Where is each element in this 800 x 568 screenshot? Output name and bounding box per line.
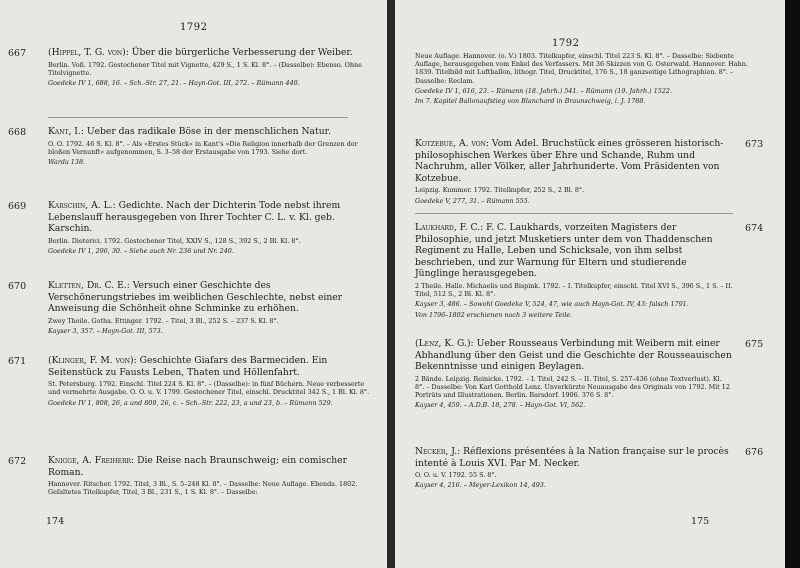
entry-references: Kayser 4, 216. – Meyer-Lexikon 14, 493. <box>415 481 546 490</box>
entry-imprint: O. O. 1792. 46 S. Kl. 8°. – Als »Erstes Stück« in Kant's »Die Religion innerhalb der Grenzen der bloßen Vernunft« aufgenommen, S. 3–58 der Erstausgabe von 1793. Siehe dort. <box>48 139 358 156</box>
entry-imprint: Zwey Theile. Gotha. Ettinger. 1792. – Titel, 3 Bl., 252 S. – 237 S. Kl. 8°. <box>48 316 279 325</box>
entry-note: Von 1796–1802 erschienen noch 3 weitere Teile. <box>415 310 573 319</box>
left-page <box>0 0 387 568</box>
entry-672-continuation <box>415 52 755 105</box>
right-page <box>395 0 785 568</box>
entry-number: 671 <box>8 356 27 367</box>
entry-number: 674 <box>745 223 764 234</box>
entry-title: (Hippel, T. G. von): Über die bürgerliche Verbesserung der Weiber. <box>48 47 353 58</box>
entry-number: 667 <box>8 48 27 59</box>
entry-references: Goedeke IV 1, 688, 16. – Sch.-Str. 27, 21. – Hayn-Got. III, 272. – Rümann 440. <box>48 79 300 87</box>
book-gutter <box>387 0 395 568</box>
entry-imprint: Neue Auflage. Hannover. (o. V.) 1803. Titelkupfer, einschl. Titel 223 S. Kl. 8°. – Dasselbe: Siebente Auflage, herausgegeben vom Enkel des Verfassers. Mit 36 Skizzen von G. Osterwald. Hannover. Hahn. 1839. Titelbild mit Luftballon, lithogr. Titel, Drucktitel, 176 S., 18 ganzseitige Lithographien. 8°. – Dasselbe: Reclam. <box>415 52 748 85</box>
entry-divider <box>48 117 348 118</box>
entry-number: 673 <box>745 139 764 150</box>
entry-675 <box>415 338 777 410</box>
entry-668 <box>8 126 373 166</box>
page-number: 175 <box>691 516 710 527</box>
entry-674 <box>415 222 777 319</box>
entry-imprint: 2 Theile. Halle. Michaelis und Bispink. 1792. – I. Titelkupfer, einschl. Titel XVI S., 396 S., 1 S. – II. Titel, 512 S., 2 Bl. Kl. 8°. <box>415 281 733 299</box>
entry-669 <box>8 200 373 255</box>
running-head: 1792 <box>180 22 208 33</box>
entry-670 <box>8 280 373 335</box>
entry-number: 672 <box>8 456 27 467</box>
entry-number: 676 <box>745 447 764 458</box>
entry-667 <box>8 47 373 87</box>
entry-number: 669 <box>8 201 27 212</box>
entry-number: 675 <box>745 339 764 350</box>
entry-imprint: Berlin. Dieterici. 1792. Gestochener Titel, XXIV S., 128 S., 392 S., 2 Bl. Kl. 8°. <box>48 236 301 245</box>
scan-edge <box>785 0 800 568</box>
entry-673 <box>415 138 777 205</box>
entry-title: Laukhard, F. C.: F. C. Laukhards, vorzeiten Magisters der Philosophie, und jetzt Musketiers unter dem von Thaddenschen Regiment zu Halle, Leben und Schicksale, von ihm selbst beschrieben, und zur Warnung für Eltern und studierende Jünglinge herausgegeben. <box>415 222 713 280</box>
entry-references: Goedeke IV 1, 296, 30. – Siehe auch Nr. 236 und Nr. 240. <box>48 246 234 255</box>
entry-imprint: Leipzig. Kummer. 1792. Titelkupfer, 252 S., 2 Bl. 8°. <box>415 186 585 195</box>
entry-references: Goedeke IV 1, 616, 23. – Rümann (18. Jahrh.) 541. – Rümann (19. Jahrh.) 1522. <box>415 86 672 95</box>
entry-references: Warda 138. <box>48 158 86 166</box>
page-number: 174 <box>46 516 65 527</box>
entry-title: Necker, J.: Réflexions présentées à la Nation française sur le procès intenté à Louis XVI. Par M. Necker. <box>415 446 729 469</box>
entry-imprint: O. O. u. V. 1792. 55 S. 8°. <box>415 471 497 480</box>
entry-imprint: 2 Bände. Leipzig. Reinicke. 1792. – I. Titel, 242 S. – II. Titel, S. 257–436 (ohne Textverlust). Kl. 8°. – Dasselbe: Von Karl Gotthold Lenz. Unverkürzte Neuausgabe des Originals von 1792. Mit 12 Porträts und Illustrationen. Berlin. Barsdorf. 1906. 376 S. 8°. <box>415 374 730 400</box>
running-head: 1792 <box>552 38 580 49</box>
entry-title: Kant, I.: Ueber das radikale Böse in der menschlichen Natur. <box>48 126 331 137</box>
entry-title: (Lenz, K. G.): Ueber Rousseaus Verbindung mit Weibern mit einer Abhandlung über den Geist und die Geschichte der Rousseauischen Bekenntnisse und einigen Beylagen. <box>415 338 732 373</box>
entry-references: Goedeke V, 277, 31. – Rümann 555. <box>415 196 530 205</box>
entry-671 <box>8 355 373 407</box>
entry-imprint: Hannover. Ritscher. 1792. Titel, 3 Bl., S. 5–248 Kl. 8°. – Dasselbe: Neue Auflage. Ebenda. 1802. Gefaltetes Titelkupfer, Titel, 3 Bl., 231 S., 1 S. Kl. 8°. – Dasselbe: <box>48 480 358 497</box>
entry-divider <box>415 213 733 214</box>
entry-references: Kayser 4, 459. – A.D.B. 18, 278. – Hayn-Got. VI, 562. <box>415 401 586 410</box>
entry-note: Im 7. Kapitel Ballonaufstieg von Blanchard in Braunschweig, i. J. 1788. <box>415 97 646 106</box>
entry-references: Kayser 3, 486. – Sowohl Goedeke V, 524, 47, wie auch Hayn-Got. IV, 43: falsch 1791. <box>415 300 689 309</box>
entry-references: Goedeke IV 1, 808, 26, a und 809, 26, c. – Sch.-Str. 222, 23, a und 23, b. – Rümann 529. <box>48 398 333 407</box>
entry-imprint: Berlin. Voß. 1792. Gestochener Titel mit Vignette, 429 S., 1 S. Kl. 8°. – (Dasselbe): Ebenso. Ohne Titelvignette. <box>48 60 362 77</box>
entry-number: 668 <box>8 127 27 138</box>
entry-title: Knigge, A. Freiherr: Die Reise nach Braunschweig; ein comischer Roman. <box>48 455 347 478</box>
entry-title: (Klinger, F. M. von): Geschichte Giafars des Barmeciden. Ein Seitenstück zu Fausts Leben, Thaten und Höllenfahrt. <box>48 355 328 378</box>
entry-number: 670 <box>8 281 27 292</box>
entry-imprint: St. Petersburg. 1792. Einschl. Titel 224 S. Kl. 8°. – (Dasselbe): in fünf Büchern. Neue verbesserte und vermehrte Ausgabe. O. O. u. V. 1799. Gestochener Titel, einschl. Drucktitel 342 S., 1 Bl. Kl. 8°. <box>48 380 370 397</box>
entry-title: Kotzebue, A. von: Vom Adel. Bruchstück eines grösseren historisch-philosophischen Werkes über Ehre und Schande, Ruhm und Nachruhm, aller Völker, aller Jahrhunderte. Vom Präsidenten von Kotzebue. <box>415 138 724 184</box>
entry-title: Kletten, Dr. C. E.: Versuch einer Geschichte des Verschönerungstriebes im weiblichen Geschlechte, nebst einer Anweisung die Schönheit ohne Schminke zu erhöhen. <box>48 280 343 315</box>
entry-672 <box>8 455 373 497</box>
entry-title: Karschin, A. L.: Gedichte. Nach der Dichterin Tode nebst ihrem Lebenslauff herausgegeben von Ihrer Tochter C. L. v. Kl. geb. Karschin. <box>48 200 341 235</box>
entry-676 <box>415 446 777 490</box>
entry-references: Kayser 3, 357. – Hayn-Got. III, 573. <box>48 326 163 335</box>
